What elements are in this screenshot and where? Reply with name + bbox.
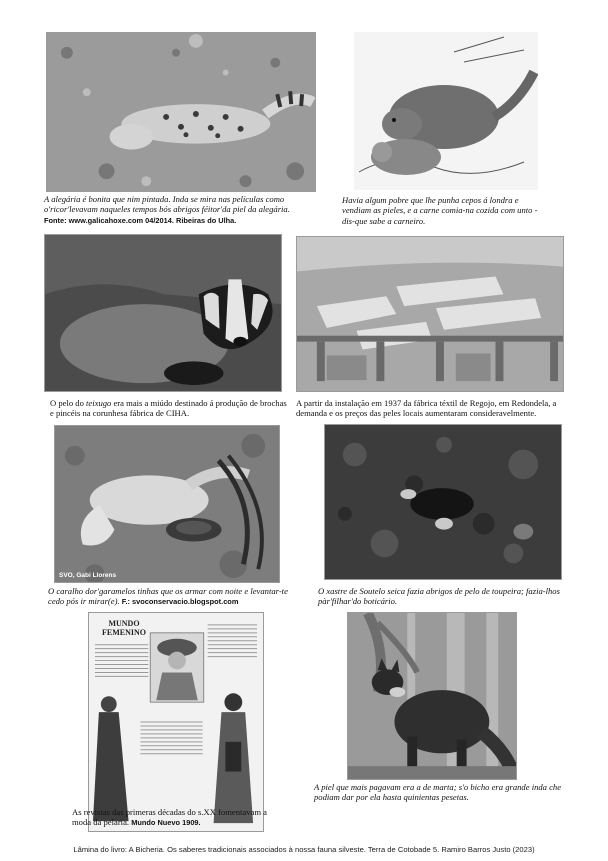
mole-photo — [324, 424, 562, 580]
magazine-title — [99, 619, 149, 637]
fox-caption-text: O caralho dor'garamelos tinhas que os armar com noite e levantar-te cedo pós ir mirar(e). — [48, 586, 288, 607]
fox-caption-source: F.: svoconservacio.blogspot.com — [121, 597, 239, 607]
badger-photo — [44, 234, 282, 392]
fox-photo — [54, 425, 280, 583]
badger-caption-post: era mais a miúdo destinado á produção de brochas e pincéis na corunhesa fábrica de CIHA. — [50, 398, 287, 419]
marten-photo — [347, 612, 517, 780]
factory-caption — [296, 398, 566, 419]
magazine-title-line1: MUNDO — [108, 619, 140, 628]
factory-caption-text: A partir da instalação em 1937 da fábrica téxtil de Regojo, em Redondela, a demanda e os preços das peles locais aumentaram consideravelmente. — [296, 398, 557, 419]
magazine-caption-source: Mundo Nuevo 1909. — [131, 818, 201, 828]
mole-caption — [318, 586, 568, 607]
badger-caption-em: teixugo — [86, 398, 112, 408]
badger-caption — [50, 398, 290, 419]
otter-drawing — [354, 32, 538, 190]
otter-caption-text: Havia algum pobre que lhe punha cepos á londra e vendiam as pieles, e a carne comia-na cozida com unto -dis-que sabe a carneiro. — [342, 195, 538, 226]
mole-caption-text: O xastre de Soutelo seica fazia abrigos de pelo de toupeira; fazia-lhos pàr'filhar'do boticário. — [318, 586, 560, 607]
marten-caption — [314, 782, 564, 803]
magazine-page — [88, 612, 264, 832]
fox-caption — [48, 586, 298, 608]
marten-caption-text: A piel que mais pagavam era a de marta; s'o bicho era grande inda che podiam dar por ela hasta quinientas pesetas. — [314, 782, 562, 803]
otter-caption — [342, 195, 542, 226]
magazine-caption-text: As revistas das primeras décadas do s.XX fomentavam a moda da pelaria. — [72, 807, 267, 828]
factory-photo — [296, 236, 564, 392]
fox-photo-credit: SVO, Gabi Llorens — [59, 572, 117, 579]
magazine-caption — [72, 807, 282, 829]
genet-caption-text: A alegária é bonita que nim pintada. Inda se mira nas películas como o'ricor'levavam naqueles tempos bós abrigos féitor'da piel da alegária. — [44, 194, 290, 215]
genet-caption — [44, 194, 329, 226]
badger-caption-pre: O pelo do — [50, 398, 87, 408]
magazine-title-line2: FEMENINO — [102, 628, 146, 637]
genet-caption-source: Fonte: www.galicahoxe.com 04/2014. Ribeiras do Ulha. — [44, 215, 237, 225]
page-footer: Lâmina do livro: A Bicheria. Os saberes tradicionais associados à nossa fauna silveste. Terra de Cotobade 5. Ramiro Barros Justo (2023) — [73, 845, 535, 854]
genet-photo — [46, 32, 316, 192]
